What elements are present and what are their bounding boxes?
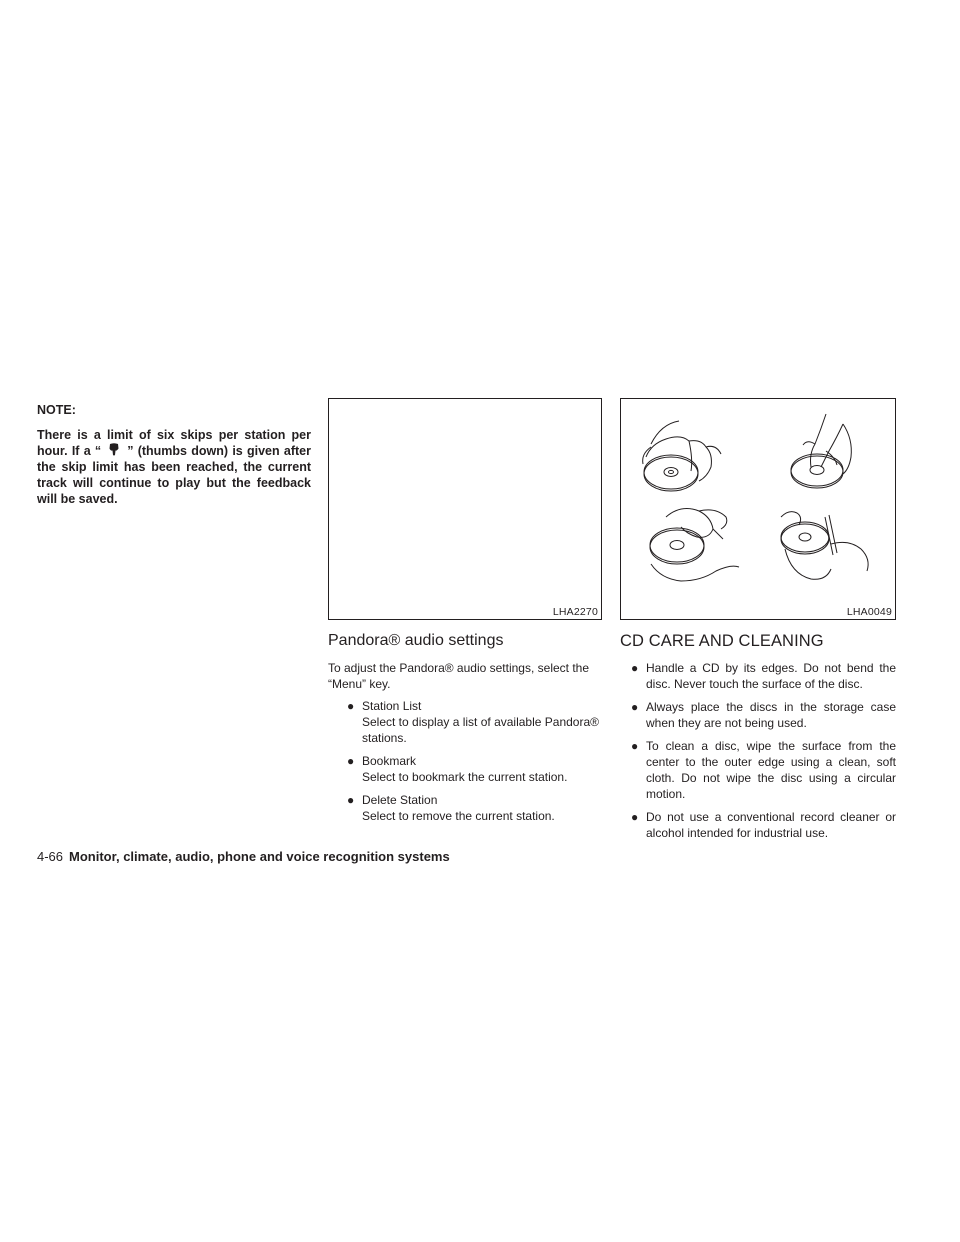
item-title: Station List <box>362 699 422 713</box>
thumbs-down-icon <box>101 443 127 456</box>
disc-held-by-edge <box>643 421 721 491</box>
section-title: Monitor, climate, audio, phone and voice recognition systems <box>69 849 450 864</box>
list-item <box>620 809 896 841</box>
pandora-column <box>328 398 602 831</box>
bullet: ● <box>347 699 355 713</box>
list-item <box>620 738 896 802</box>
figure-label: LHA2270 <box>552 606 598 618</box>
pandora-heading: Pandora® audio settings <box>328 632 504 649</box>
note-heading: NOTE: <box>37 403 76 417</box>
item-description: Select to display a list of available Pandora® stations. <box>362 715 599 745</box>
bullet: ● <box>631 700 639 714</box>
list-item <box>328 753 602 785</box>
list-item <box>328 698 602 746</box>
list-item <box>620 699 896 731</box>
bullet: ● <box>631 661 639 675</box>
note-column <box>37 398 311 507</box>
item-text: Handle a CD by its edges. Do not bend the disc. Never touch the surface of the disc. <box>646 661 896 691</box>
cd-handling-illustration <box>621 399 895 604</box>
figure-label: LHA0049 <box>846 606 892 618</box>
disc-center-hold <box>791 414 851 488</box>
bullet: ● <box>631 739 639 753</box>
cd-care-list <box>620 660 896 841</box>
item-text: Always place the discs in the storage case when they are not being used. <box>646 700 896 730</box>
bullet: ● <box>347 754 355 768</box>
bullet: ● <box>631 810 639 824</box>
cd-care-column <box>620 398 896 848</box>
list-item <box>328 792 602 824</box>
page-footer <box>37 849 450 864</box>
note-text-part1: There is a limit of six skips per station per hour. If a “ <box>37 428 311 458</box>
disc-wiping <box>650 509 739 581</box>
item-description: Select to remove the current station. <box>362 809 555 823</box>
pandora-intro: To adjust the Pandora® audio settings, select the “Menu” key. <box>328 661 590 691</box>
list-item <box>620 660 896 692</box>
item-text: To clean a disc, wipe the surface from the center to the outer edge using a clean, soft cloth. Do not wipe the disc using a circular motion. <box>646 739 896 801</box>
item-description: Select to bookmark the current station. <box>362 770 568 784</box>
pandora-figure <box>328 398 602 620</box>
item-title: Delete Station <box>362 793 438 807</box>
item-text: Do not use a conventional record cleaner or alcohol intended for industrial use. <box>646 810 896 840</box>
note-text-part2: ” (thumbs down) is given after the skip limit has been reached, the current track will continue to play but the feedback will be saved. <box>37 444 312 506</box>
pandora-settings-list <box>328 698 602 824</box>
disc-radial-wipe <box>781 512 868 580</box>
cd-care-figure <box>620 398 896 620</box>
page-number: 4-66 <box>37 849 64 864</box>
note-body <box>37 427 311 507</box>
cd-care-heading: CD CARE AND CLEANING <box>620 632 824 650</box>
item-title: Bookmark <box>362 754 417 768</box>
bullet: ● <box>347 793 355 807</box>
